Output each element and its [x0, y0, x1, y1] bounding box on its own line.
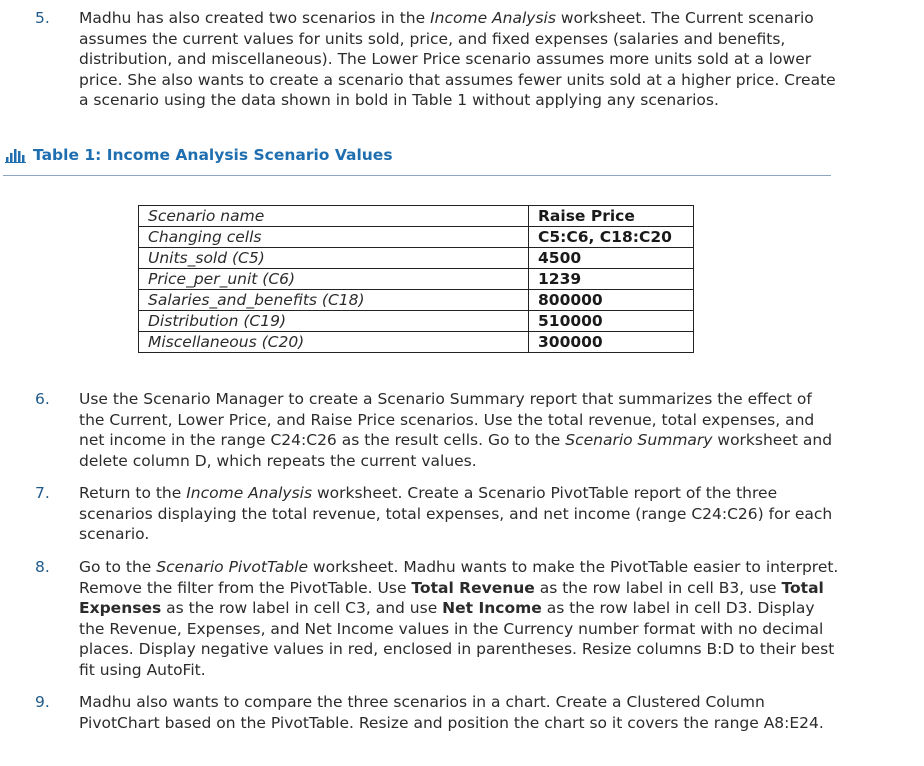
row-label: Salaries_and_benefits (C18): [139, 290, 529, 311]
row-label: Scenario name: [139, 206, 529, 227]
step-text: Madhu has also created two scenarios in the Income Analysis worksheet. The Current scenario assumes the current values for units sold, price, and fixed expenses (salaries and benefits, distribution, and miscellaneous). The Lower Price scenario assumes more units sold at a lower price. She also wants to create a scenario that assumes fewer units sold at a higher price. Create a scenario using the data shown in bold in Table 1 without applying any scenarios.: [79, 9, 836, 109]
row-label: Changing cells: [139, 227, 529, 248]
row-label: Miscellaneous (C20): [139, 332, 529, 353]
table-row: [139, 311, 694, 332]
table-title: Table 1: Income Analysis Scenario Values: [33, 146, 393, 164]
scenario-values-table: [138, 205, 694, 353]
row-label: Price_per_unit (C6): [139, 269, 529, 290]
row-value: 800000: [529, 290, 694, 311]
row-value: Raise Price: [529, 206, 694, 227]
row-value: 1239: [529, 269, 694, 290]
table-heading: [5, 144, 393, 166]
step-number: 6.: [35, 390, 50, 408]
table-row: [139, 206, 694, 227]
table-row: [139, 290, 694, 311]
row-value: 4500: [529, 248, 694, 269]
step-text: Go to the Scenario PivotTable worksheet. Madhu wants to make the PivotTable easier to interpret. Remove the filter from the PivotTable. Use Total Revenue as the row label in cell B3, use Total Expenses as the row label in cell C3, and use Net Income as the row label in cell D3. Display the Revenue, Expenses, and Net Income values in the Currency number format with no decimal places. Display negative values in red, enclosed in parentheses. Resize columns B:D to their best fit using AutoFit.: [79, 558, 839, 679]
row-value: C5:C6, C18:C20: [529, 227, 694, 248]
bar-chart-icon: [5, 147, 27, 163]
table-row: [139, 227, 694, 248]
step-text: Use the Scenario Manager to create a Scenario Summary report that summarizes the effect of the Current, Lower Price, and Raise Price scenarios. Use the total revenue, total expenses, and net income in the range C24:C26 as the result cells. Go to the Scenario Summary worksheet and delete column D, which repeats the current values.: [79, 390, 833, 470]
table-row: [139, 332, 694, 353]
step-number: 5.: [35, 9, 50, 27]
step-number: 7.: [35, 484, 50, 502]
row-label: Units_sold (C5): [139, 248, 529, 269]
row-label: Distribution (C19): [139, 311, 529, 332]
table-row: [139, 248, 694, 269]
step-number: 8.: [35, 558, 50, 576]
step-number: 9.: [35, 693, 50, 711]
row-value: 510000: [529, 311, 694, 332]
step-text: Madhu also wants to compare the three scenarios in a chart. Create a Clustered Column PivotChart based on the PivotTable. Resize and position the chart so it covers the range A8:E24.: [79, 693, 824, 732]
heading-divider: [3, 175, 831, 176]
row-value: 300000: [529, 332, 694, 353]
table-row: [139, 269, 694, 290]
step-text: Return to the Income Analysis worksheet. Create a Scenario PivotTable report of the three scenarios displaying the total revenue, total expenses, and net income (range C24:C26) for each scenario.: [79, 484, 833, 543]
